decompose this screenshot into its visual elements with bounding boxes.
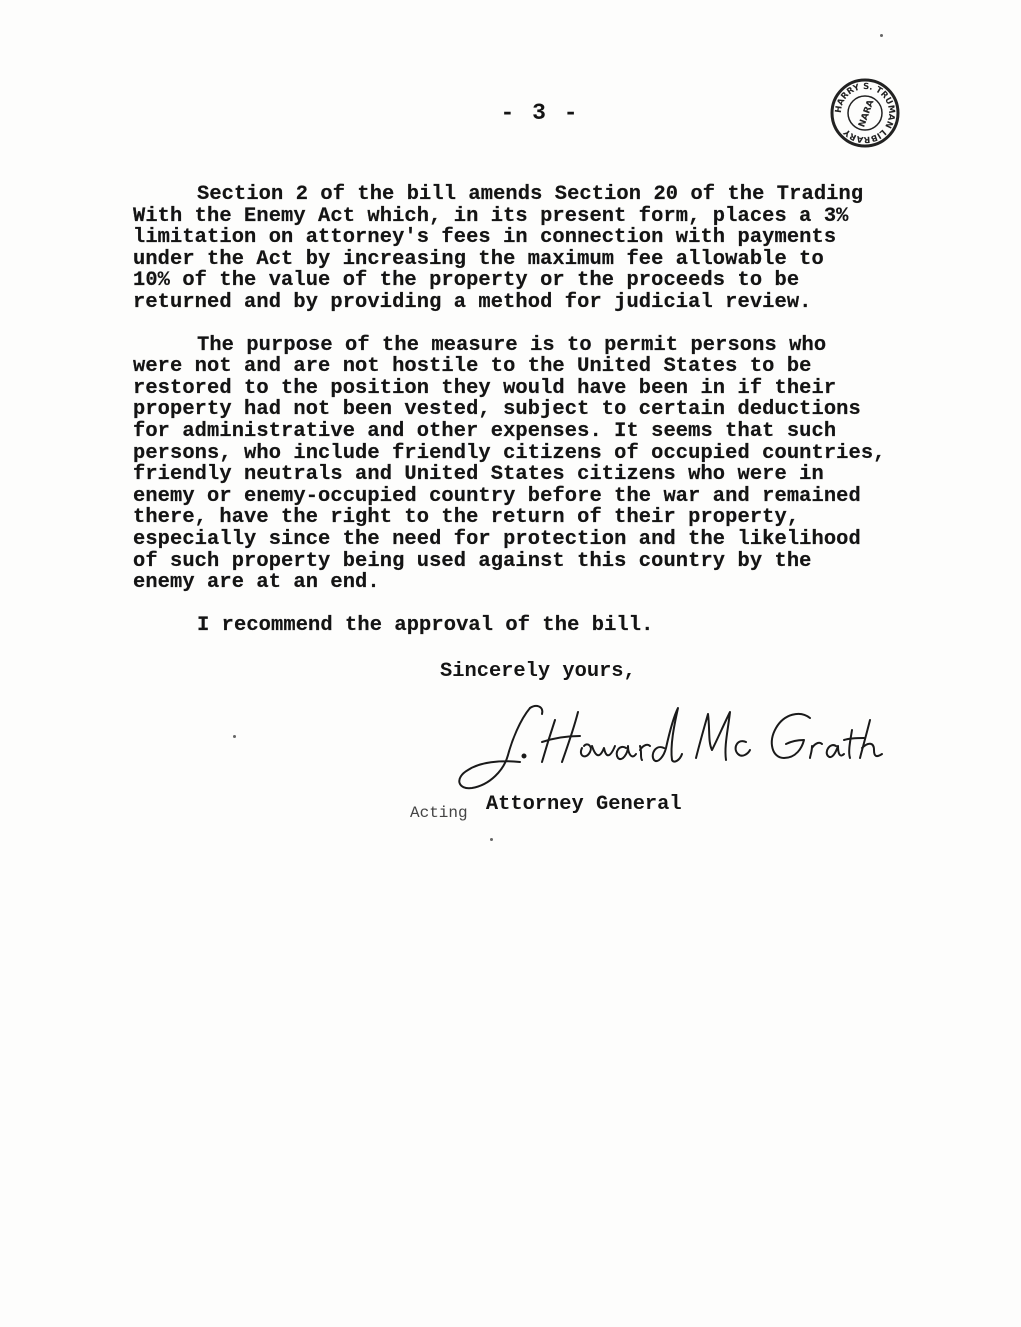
page-number: - 3 -: [500, 100, 580, 126]
signatory-title: [410, 793, 682, 822]
paragraph-section-2: Section 2 of the bill amends Section 20 of the Trading With the Enemy Act which, in its present form, places a 3% limitation on attorney's fees in connection with payments under the Act by increasing the maximum fee allowable to 10% of the value of the property or the proceeds to be returned and by providing a method for judicial review.: [133, 183, 864, 314]
paper-speck: [233, 735, 236, 738]
closing-salutation: Sincerely yours,: [440, 660, 636, 683]
paragraph-recommendation: I recommend the approval of the bill.: [197, 613, 654, 637]
title-text: Attorney General: [485, 793, 682, 816]
paper-speck: [490, 838, 493, 841]
handwritten-signature: [450, 700, 890, 800]
svg-text:HARRY S. TRUMAN LIBRARY: HARRY S. TRUMAN LIBRARY: [833, 81, 897, 145]
acting-annotation: Acting: [410, 804, 468, 822]
library-stamp: [830, 78, 900, 148]
svg-text:NARA: NARA: [857, 98, 877, 129]
paragraph-purpose: The purpose of the measure is to permit persons who were not and are not hostile to the United States to be restored to the position they would have been in if their property had not been vested, subject to certain deductions for administrative and other expenses. It seems that such persons, who include friendly citizens of occupied countries, friendly neutrals and United States citizens who were in enemy or enemy-occupied country before the war and remained there, have the right to the return of their property, especially since the need for protection and the likelihood of such property being used against this country by the enemy are at an end.: [133, 333, 886, 595]
letter-body: [133, 184, 923, 657]
paper-speck: [880, 34, 883, 37]
